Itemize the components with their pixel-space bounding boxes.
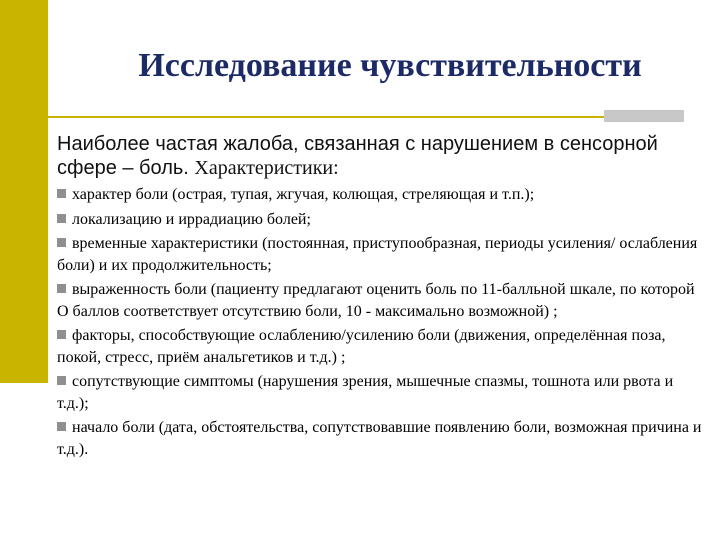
list-item [57, 417, 707, 460]
left-accent-bar [0, 0, 48, 383]
list-item-text: локализацию и иррадиацию болей; [72, 210, 311, 228]
list-item [57, 325, 707, 368]
title-divider [48, 116, 684, 118]
square-bullet-icon [57, 422, 66, 431]
intro-text: Наиболее частая жалоба, связанная с нарушением в сенсорной сфере – боль. [57, 133, 658, 179]
slide-body [57, 132, 707, 463]
square-bullet-icon [57, 189, 66, 198]
list-item-text: факторы, способствующие ослаблению/усилению боли (движения, определённая поза, покой, стресс, приём анальгетиков и т.д.) ; [57, 327, 666, 366]
list-item [57, 184, 707, 206]
characteristics-list [57, 184, 707, 460]
intro-paragraph [57, 132, 707, 180]
list-item [57, 233, 707, 276]
square-bullet-icon [57, 330, 66, 339]
square-bullet-icon [57, 284, 66, 293]
square-bullet-icon [57, 376, 66, 385]
intro-characteristics-label: Характеристики: [194, 157, 339, 179]
list-item-text: сопутствующие симптомы (нарушения зрения, мышечные спазмы, тошнота или рвота и т.д.); [57, 373, 674, 412]
list-item-text: выраженность боли (пациенту предлагают оценить боль по 11-балльной шкале, по которой О баллов соответствует отсутствию боли, 10 - максимально возможной) ; [57, 281, 695, 320]
list-item [57, 371, 707, 414]
square-bullet-icon [57, 238, 66, 247]
square-bullet-icon [57, 214, 66, 223]
list-item-text: начало боли (дата, обстоятельства, сопутствовавшие появлению боли, возможная причина и т.д.). [57, 419, 702, 458]
list-item-text: характер боли (острая, тупая, жгучая, колющая, стреляющая и т.п.); [72, 186, 535, 203]
list-item-text: временные характеристики (постоянная, приступообразная, периоды усиления/ ослабления боли) и их продолжительность; [57, 235, 698, 274]
divider-end-block [604, 110, 684, 122]
slide-title: Исследование чувствительности [138, 47, 642, 84]
list-item [57, 279, 707, 322]
list-item [57, 209, 707, 231]
